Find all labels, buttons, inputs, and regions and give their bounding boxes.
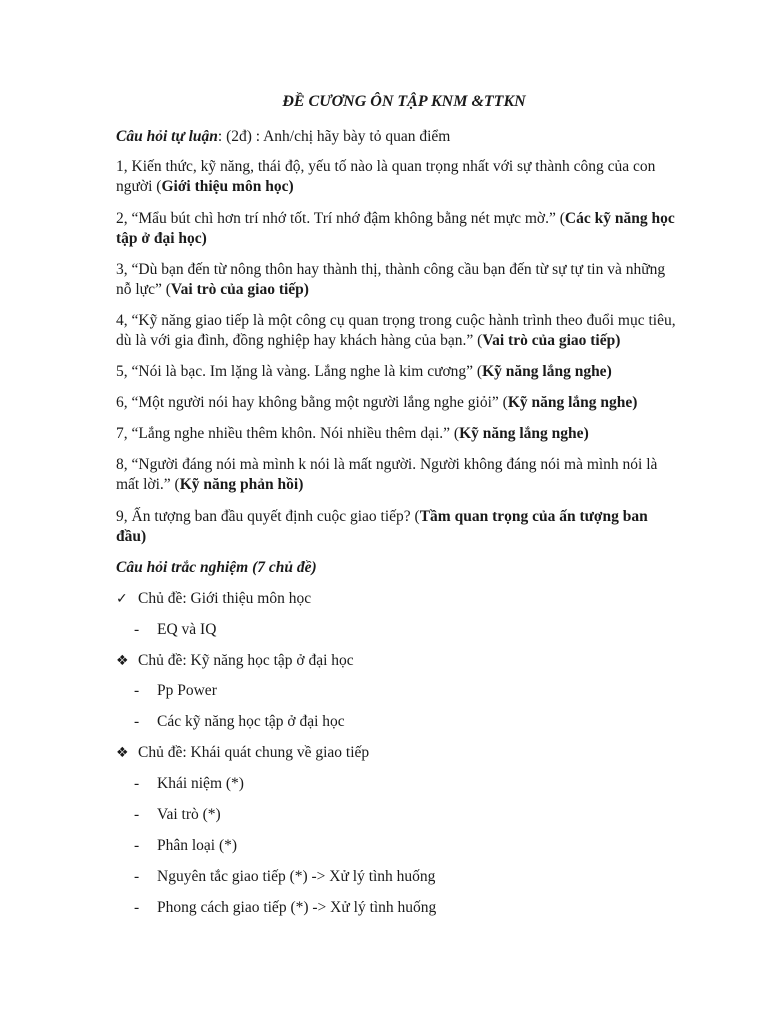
question-text: 8, “Người đáng nói mà mình k nói là mất người. Người không đáng nói mà mình nói là mất lời.” ( <box>116 456 658 493</box>
question-topic: Giới thiệu môn học <box>161 178 289 195</box>
dash-bullet: - <box>134 899 140 916</box>
list-item-text: Các kỹ năng học tập ở đại học <box>157 713 345 730</box>
diamond-bullet-icon: ❖ <box>116 653 129 669</box>
list-item <box>134 898 654 918</box>
question-close: ) <box>303 281 309 298</box>
dash-bullet: - <box>134 868 140 885</box>
question-close: ) <box>201 230 207 247</box>
diamond-bullet-icon: ❖ <box>116 745 129 761</box>
question-text: 7, “Lắng nghe nhiều thêm khôn. Nói nhiều thêm dại.” ( <box>116 425 460 442</box>
essay-intro-text: : (2đ) : Anh/chị hãy bày tỏ quan điểm <box>217 128 451 145</box>
mcq-topic-3 <box>116 743 676 763</box>
essay-question-2 <box>116 209 676 249</box>
question-close: ) <box>583 425 589 442</box>
list-item <box>134 867 654 887</box>
document-title: ĐỀ CƯƠNG ÔN TẬP KNM &TTKN <box>282 93 526 110</box>
essay-heading: Câu hỏi tự luận <box>116 128 218 145</box>
question-topic: Kỹ năng lắng nghe <box>459 425 584 442</box>
question-topic: Các kỹ năng học tập ở đại học <box>116 210 675 247</box>
mcq-heading: Câu hỏi trắc nghiệm (7 chủ đề) <box>116 559 317 576</box>
dash-bullet: - <box>134 775 140 792</box>
dash-bullet: - <box>134 682 140 699</box>
question-text: 5, “Nói là bạc. Im lặng là vàng. Lắng nghe là kim cương” ( <box>116 363 483 380</box>
mcq-topic-1 <box>116 589 676 609</box>
list-item-text: EQ và IQ <box>157 621 217 638</box>
dash-bullet: - <box>134 713 140 730</box>
topic-label: Chủ đề: Giới thiệu môn học <box>138 590 312 607</box>
question-close: ) <box>141 528 147 545</box>
essay-question-7 <box>116 424 676 444</box>
list-item <box>134 836 654 856</box>
essay-intro <box>116 127 676 147</box>
list-item-text: Pp Power <box>157 682 217 699</box>
question-topic: Kỹ năng lắng nghe <box>507 394 633 411</box>
question-topic: Vai trò của giao tiếp <box>170 281 304 298</box>
essay-question-1 <box>116 157 676 197</box>
dash-bullet: - <box>134 806 140 823</box>
essay-question-3 <box>116 260 676 300</box>
question-close: ) <box>606 363 612 380</box>
list-item-text: Phân loại (*) <box>157 837 238 854</box>
question-text: 4, “Kỹ năng giao tiếp là một công cụ quan trọng trong cuộc hành trình theo đuổi mục tiêu, dù là với gia đình, đồng nghiệp hay khách hàng của bạn.” ( <box>116 312 676 349</box>
topic-label: Chủ đề: Khái quát chung về giao tiếp <box>138 744 370 761</box>
question-text: 6, “Một người nói hay không bằng một người lắng nghe giỏi” ( <box>116 394 508 411</box>
question-text: 1, Kiến thức, kỹ năng, thái độ, yếu tố nào là quan trọng nhất với sự thành công của con người ( <box>116 158 656 195</box>
list-item <box>134 774 654 794</box>
question-topic: Tầm quan trọng của ấn tượng ban đầu <box>116 508 648 545</box>
question-text: 2, “Mẩu bút chì hơn trí nhớ tốt. Trí nhớ đậm không bằng nét mực mờ.” ( <box>116 210 565 227</box>
question-close: ) <box>615 332 621 349</box>
question-close: ) <box>288 178 294 195</box>
list-item-text: Nguyên tắc giao tiếp (*) -> Xử lý tình huống <box>157 868 436 885</box>
topic-label: Chủ đề: Kỹ năng học tập ở đại học <box>138 652 354 669</box>
question-topic: Kỹ năng phản hồi <box>179 476 299 493</box>
essay-question-8 <box>116 455 676 495</box>
check-icon: ✓ <box>116 591 128 607</box>
dash-bullet: - <box>134 621 140 638</box>
question-text: 3, “Dù bạn đến từ nông thôn hay thành thị, thành công cầu bạn đến từ sự tự tin và những nỗ lực” ( <box>116 261 666 298</box>
question-close: ) <box>632 394 638 411</box>
list-item <box>134 805 654 825</box>
question-topic: Kỹ năng lắng nghe <box>482 363 607 380</box>
list-item-text: Khái niệm (*) <box>157 775 244 792</box>
mcq-topic-2 <box>116 651 676 671</box>
essay-question-9 <box>116 507 676 547</box>
list-item-text: Phong cách giao tiếp (*) -> Xử lý tình huống <box>157 899 437 916</box>
essay-question-5 <box>116 362 676 382</box>
essay-question-6 <box>116 393 676 413</box>
list-item <box>134 712 654 732</box>
list-item <box>134 620 654 640</box>
question-text: 9, Ấn tượng ban đầu quyết định cuộc giao tiếp? ( <box>116 508 420 525</box>
question-topic: Vai trò của giao tiếp <box>482 332 616 349</box>
question-close: ) <box>298 476 304 493</box>
list-item <box>134 681 654 701</box>
essay-question-4 <box>116 311 676 351</box>
dash-bullet: - <box>134 837 140 854</box>
list-item-text: Vai trò (*) <box>157 806 221 823</box>
